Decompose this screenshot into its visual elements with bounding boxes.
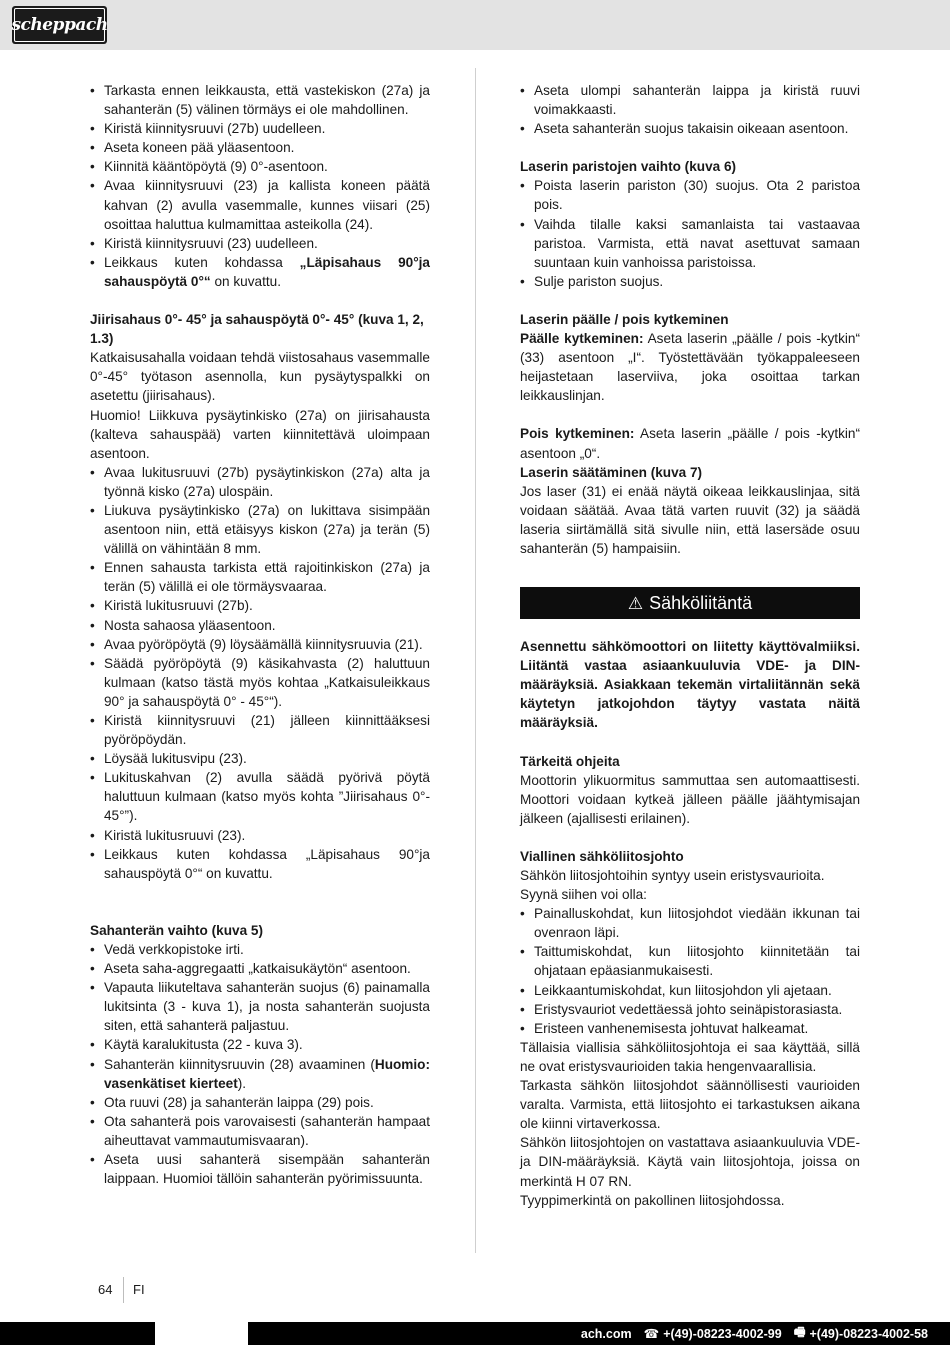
paragraph: Katkaisusahalla voidaan tehdä viistosahaus vasemmalle 0°-45° työtason asennolla, kun pysäytyspalkki on asetettu (jiirisahaus). (90, 350, 430, 404)
section-heading-laser-onoff: Laserin päälle / pois kytkeminen (520, 311, 729, 327)
list-item: • Leikkaus kuten kohdassa „Läpisahaus 90°ja sahauspöytä 0°“ on kuvattu. (90, 845, 430, 883)
list-item: • Avaa pyöröpöytä (9) löysäämällä kiinnitysruuvia (21). (90, 635, 430, 654)
list-item: • Lukituskahvan (2) avulla säädä pyörivä pöytä haluttuun kulmaan (katso myös kohta ”Jiirisahaus 0°- 45°”). (90, 768, 430, 825)
list-item: • Aseta uusi sahanterä sisempään sahanterän laippaan. Huomioi tällöin sahanterän pyörimissuunta. (90, 1150, 430, 1188)
list-item: • Eristysvauriot vedettäessä johto seinäpistorasiasta. (520, 1000, 860, 1019)
list-item: • Taittumiskohdat, kun liitosjohto kiinnitetään tai ohjataan epäasianmukaisesti. (520, 942, 860, 980)
list-item: • Aseta saha-aggregaatti „katkaisukäytön“ asentoon. (90, 959, 430, 978)
blade-change-list (90, 940, 430, 1188)
list-item: • Tarkasta ennen leikkausta, että vastekiskon (27a) ja sahanterän (5) välinen törmäys ei ole mahdollinen. (90, 81, 430, 119)
list-item: • Ota sahanterä pois varovaisesti (sahanterän hampaat aiheuttavat vammautumisvaaran). (90, 1112, 430, 1150)
section-heading-important: Tärkeitä ohjeita (520, 753, 620, 769)
laser-battery-list (520, 176, 860, 291)
right-column (520, 81, 860, 1210)
list-item: • Käytä karalukitusta (22 - kuva 3). (90, 1035, 430, 1054)
list-text: Sahanterän kiinnitysruuvin (28) avaaminen ( (104, 1056, 375, 1072)
list-bold-text: „Läpisahaus 90°ja sahauspöytä 0°“ (104, 254, 430, 289)
brand-logo-text: scheppach (14, 8, 105, 42)
list-item (90, 253, 430, 291)
list-item: • Sulje pariston suojus. (520, 272, 860, 291)
list-item: • Vaihda tilalle kaksi samanlaista tai vastaavaa paristoa. Varmista, että navat asettuvat samaan suuntaan kuin vanhoissa paristoissa. (520, 215, 860, 272)
miter-steps-list (90, 463, 430, 883)
paragraph: Sähkön liitosjohtoihin syntyy usein eristysvaurioita. (520, 868, 825, 883)
paragraph: Jos laser (31) ei enää näytä oikeaa leikkauslinjaa, sitä voidaan säätää. Avaa tätä varten ruuvit (32) ja säädä laseria siirtämällä sitä sivulle niin, että lasersäde osuu sahanterän (5) hampaisiin. (520, 483, 860, 556)
list-item: • Aseta ulompi sahanterän laippa ja kiristä ruuvi voimakkaasti. (520, 81, 860, 119)
cut-steps-list (90, 81, 430, 291)
section-heading-laser-adjust: Laserin säätäminen (kuva 7) (520, 464, 703, 480)
list-item: • Kiristä lukitusruuvi (23). (90, 826, 430, 845)
paragraph: Tyyppimerkintä on pakollinen liitosjohdossa. (520, 1192, 785, 1208)
list-item: • Vedä verkkopistoke irti. (90, 940, 430, 959)
list-item: • Leikkaantumiskohdat, kun liitosjohdon yli ajetaan. (520, 981, 860, 1000)
paragraph: Tällaisia viallisia sähköliitosjohtoja ei saa käyttää, sillä ne ovat eristysvaurioiden takia hengenvaarallisia. (520, 1039, 860, 1074)
electrical-intro: Asennettu sähkömoottori on liitetty käyttövalmiiksi. Liitäntä vastaa asiaankuuluvia VDE- ja DIN-määräyksiä. Asiakkaan tekemän virtaliitännän sekä käytetyn jatkojohdon täytyy vastata näitä määräyksiä. (520, 639, 860, 731)
paragraph: Syynä siihen voi olla: (520, 887, 647, 903)
list-item: • Avaa lukitusruuvi (27b) pysäytinkiskon (27a) alta ja työnnä kisko (27a) ulospäin. (90, 463, 430, 501)
list-item: • Kiristä kiinnitysruuvi (21) jälleen kiinnittääksesi pyöröpöydän. (90, 711, 430, 749)
footer-white-block (155, 1322, 248, 1345)
list-item: • Vapauta liikuteltava sahanterän suojus (6) painamalla lukitsinta (3 - kuva 1), ja nosta sahanterän suojusta siten, että sahanterä paljastuu. (90, 978, 430, 1035)
warning-icon: ⚠ (627, 593, 644, 613)
header-bar (0, 0, 950, 50)
list-bold-text: Huomio: vasenkätiset kierteet (104, 1056, 430, 1091)
footer-web: ach.com (580, 1326, 632, 1341)
list-text: on kuvattu. (210, 273, 281, 289)
section-heading-laser-battery: Laserin paristojen vaihto (kuva 6) (520, 159, 737, 175)
list-item: • Kiristä kiinnitysruuvi (27b) uudelleen. (90, 119, 430, 138)
section-heading-miter: Jiirisahaus 0°- 45° ja sahauspöytä 0°- 45° (kuva 1, 2, 1.3) (90, 312, 424, 347)
inline-label: Pois kytkeminen: (520, 426, 635, 442)
list-item: • Poista laserin pariston (30) suojus. Ota 2 paristoa pois. (520, 176, 860, 214)
list-item: • Ota ruuvi (28) ja sahanterän laippa (29) pois. (90, 1093, 430, 1112)
column-divider (475, 68, 476, 1253)
list-item: • Aseta sahanterän suojus takaisin oikeaan asentoon. (520, 119, 860, 138)
section-banner-title: Sähköliitäntä (649, 592, 753, 613)
list-item: • Nosta sahaosa yläasentoon. (90, 616, 430, 635)
inline-text: Aseta laserin „päälle / pois -kytkin“ (33) asentoon „I“. Työstettävään työkappaleeseen heijastetaan laserviiva, joka osoittaa tarkan leikkauslinjan. (520, 331, 860, 404)
blade-finish-list (520, 81, 860, 138)
list-text: Leikkaus kuten kohdassa (104, 254, 300, 270)
list-item: • Ennen sahausta tarkista että rajoitinkiskon (27a) ja terän (5) välillä ei ole törmäysvaaraa. (90, 558, 430, 596)
list-item: • Löysää lukitusvipu (23). (90, 749, 430, 768)
cable-damage-list (520, 904, 860, 1038)
list-item (90, 1055, 430, 1093)
page-number-separator (123, 1277, 124, 1303)
inline-label: Päälle kytkeminen: (520, 331, 644, 347)
footer-phone: +(49)-08223-4002-99 (663, 1326, 782, 1341)
list-item: • Kiinnitä kääntöpöytä (9) 0°-asentoon. (90, 157, 430, 176)
list-item: • Aseta koneen pää yläasentoon. (90, 138, 430, 157)
list-item: • Painalluskohdat, kun liitosjohdot viedään ikkunan tai ovenraon läpi. (520, 904, 860, 942)
paragraph: Huomio! Liikkuva pysäytinkisko (27a) on jiirisahausta (kalteva sahauspää) varten kiinnitettävä uloimpaan asentoon. (90, 407, 430, 461)
list-item: • Liukuva pysäytinkisko (27a) on lukittava sisimpään asentoon niin, että etäisyys kiskon (27a) ja terän (5) välillä on vähintään 8 mm. (90, 501, 430, 558)
footer-fax: +(49)-08223-4002-58 (809, 1326, 928, 1341)
page-number: 64 (98, 1282, 113, 1297)
list-item: • Säädä pyöröpöytä (9) käsikahvasta (2) haluttuun kulmaan (katso tästä myös kohtaa „Katkaisuleikkaus 90° ja sahauspöytä 0° - 45°“). (90, 654, 430, 711)
section-heading-blade-change: Sahanterän vaihto (kuva 5) (90, 922, 263, 938)
list-item: • Kiristä lukitusruuvi (27b). (90, 596, 430, 615)
footer-contact (569, 1322, 928, 1345)
list-item: • Eristeen vanhenemisesta johtuvat halkeamat. (520, 1019, 860, 1038)
footer-bar (0, 1322, 950, 1345)
section-banner-electrical (520, 587, 860, 619)
list-item: • Avaa kiinnitysruuvi (23) ja kallista koneen päätä kahvan (2) avulla vasemmalle, kunnes viisari (25) osoittaa haluttua kulmamittaa asteikolla (24). (90, 176, 430, 233)
fax-icon: 🖷 (793, 1325, 806, 1339)
paragraph (520, 329, 860, 405)
inline-text: Aseta laserin „päälle / pois -kytkin“ asentoon „0“. (520, 426, 860, 461)
left-column (90, 81, 430, 1188)
paragraph: Tarkasta sähkön liitosjohdot säännöllisesti vaurioiden varalta. Varmista, että liitosjohto ei tarkastuksen aikana ole kiinni virtaverkossa. (520, 1078, 860, 1132)
list-item: • Kiristä kiinnitysruuvi (23) uudelleen. (90, 234, 430, 253)
section-heading-cable: Viallinen sähköliitosjohto (520, 848, 684, 864)
list-text: ). (237, 1075, 247, 1091)
language-code: FI (133, 1282, 145, 1297)
paragraph: Sähkön liitosjohtojen on vastattava asiaankuuluvia VDE- ja DIN-määräyksiä. Käytä vain liitosjohtoja, joissa on merkintä H 07 RN. (520, 1135, 860, 1189)
paragraph: Moottorin ylikuormitus sammuttaa sen automaattisesti. Moottori voidaan kytkeä jälleen päälle jäähtymisajan jälkeen (ajallisesti erilainen). (520, 772, 860, 826)
phone-icon: ☎ (643, 1327, 660, 1341)
brand-logo (12, 6, 107, 44)
paragraph (520, 424, 860, 462)
